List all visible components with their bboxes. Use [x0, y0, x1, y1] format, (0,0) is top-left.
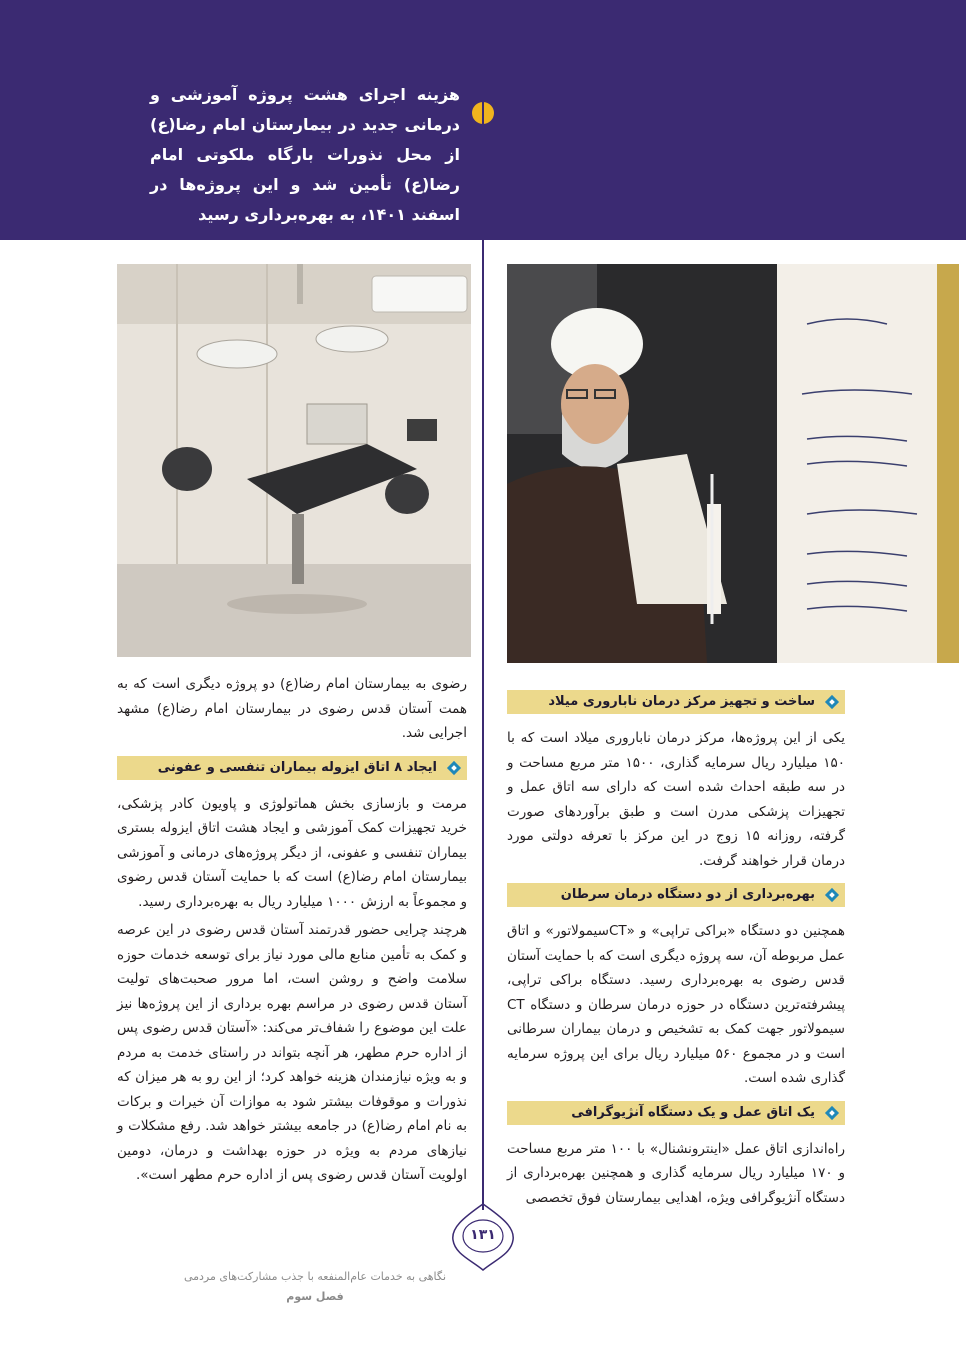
- diamond-bullet-icon: [824, 887, 840, 903]
- ribbon-cutting-photo: [507, 264, 959, 663]
- ribbon-cutting-illustration: [507, 264, 959, 663]
- intro-text: هزینه اجرای هشت پروژه آموزشی و درمانی جدید در بیمارستان امام رضا(ع) از محل نذورات بارگاه ملکوتی امام رضا(ع) تأمین شد و این پروژه‌ها در اسفند ۱۴۰۱، به بهره‌برداری رسید: [150, 85, 460, 224]
- operating-room-illustration: [117, 264, 471, 657]
- diamond-bullet-icon: [824, 1105, 840, 1121]
- heading-text: بهره‌برداری از دو دستگاه درمان سرطان: [560, 887, 815, 902]
- paragraph: راه‌اندازی اتاق عمل «اینترونشنال» با ۱۰۰ متر مربع مساحت و ۱۷۰ میلیارد ریال سرمایه گذاری و همچنین بهره‌برداری از دستگاه آنژیوگرافی ویژه، اهدایی بیمارستان فوق تخصصی: [507, 1140, 845, 1206]
- section-heading: [507, 883, 845, 907]
- heading-text: ساخت و تجهیز مرکز درمان ناباروری میلاد: [548, 694, 815, 709]
- section-heading: [507, 1101, 845, 1125]
- left-column: [117, 672, 467, 1192]
- paragraph: یکی از این پروژه‌ها، مرکز درمان ناباروری میلاد است که با ۱۵۰ میلیارد ریال سرمایه گذاری، ۱۵۰۰ متر مربع مساحت و در سه طبقه احداث شده است که دارای سه اتاق عمل و تجهیزات پزشکی مدرن است و طبق برآوردهای صورت گرفته، روزانه ۱۵ زوج در این مرکز با تعرفه دولتی مورد درمان قرار خواهند گرفت.: [507, 730, 845, 869]
- page-number: ۱۳۱: [470, 1227, 496, 1243]
- paragraph: رضوی به بیمارستان امام رضا(ع) دو پروژه دیگری است که به همت آستان قدس رضوی در بیمارستان امام رضا(ع) مشهد اجرایی شد.: [117, 676, 467, 741]
- paragraph: هرچند چرایی حضور قدرتمند آستان قدس رضوی در این عرصه و کمک به تأمین منابع مالی مورد نیاز برای توسعه خدمات حوزه سلامت واضح و روشن است، اما مرور صحبت‌های تولیت آستان قدس رضوی در مراسم بهره برداری از این پروژه‌ها نیز علت این موضوع را شفاف‌تر می‌کند: «آستان قدس رضوی پس از اداره حرم مطهر، هر آنچه بتواند در راستای خدمت به مردم و به ویژه نیازمندان هزینه خواهد کرد؛ از این رو به هر میزان که نذورات و موقوفات بیشتر شود به موازات آن خیرات و برکات به نام امام رضا(ع) در جامعه بیشتر خواهد شد. رفع مشکلات و نیازهای مردم به ویژه در حوزه بهداشت و درمان، دومین اولویت آستان قدس رضوی پس از اداره حرم مطهر است».: [117, 922, 467, 1183]
- heading-text: یک اتاق عمل و یک دستگاه آنژیوگرافی: [571, 1104, 815, 1120]
- section-heading: [117, 756, 467, 780]
- paragraph: مرمت و بازسازی بخش هماتولوژی و پاویون کادر پزشکی، خرید تجهیزات کمک آموزشی و ایجاد هشت اتاق ایزوله بستری بیماران تنفسی و عفونی، از دیگر پروژه‌های درمانی و آموزشی بیمارستان امام رضا(ع) است که با حمایت آستان قدس رضوی و مجموعاً به ارزش ۱۰۰۰ میلیارد ریال به بهره‌برداری رسید.: [117, 795, 467, 910]
- footer-section: فصل سوم: [286, 1290, 344, 1303]
- paragraph: همچنین دو دستگاه «براکی تراپی» و «CTسیمولاتور» و اتاق عمل مربوطه آن، سه پروژه دیگری است که با حمایت آستان قدس رضوی به بهره‌برداری رسید. دستگاه براکی تراپی، پیشرفته‌ترین دستگاه در حوزه درمان سرطان و دستگاه CT سیمولاتور جهت کمک به تشخیص و درمان بیماران سرطانی است و در مجموع ۵۶۰ میلیارد ریال برای این پروژه سرمایه گذاری شده است.: [507, 923, 845, 1086]
- diamond-bullet-icon: [824, 694, 840, 710]
- section-heading: [507, 690, 845, 714]
- diamond-bullet-icon: [446, 760, 462, 776]
- right-column: [507, 680, 845, 1214]
- footer-book-title: نگاهی به خدمات عام‌المنفعه با جذب مشارکت‌های مردمی: [183, 1270, 447, 1283]
- heading-text: ایجاد ۸ اتاق ایزوله بیماران تنفسی و عفونی: [157, 759, 437, 775]
- column-divider: [482, 0, 484, 1210]
- operating-room-photo: [117, 264, 471, 657]
